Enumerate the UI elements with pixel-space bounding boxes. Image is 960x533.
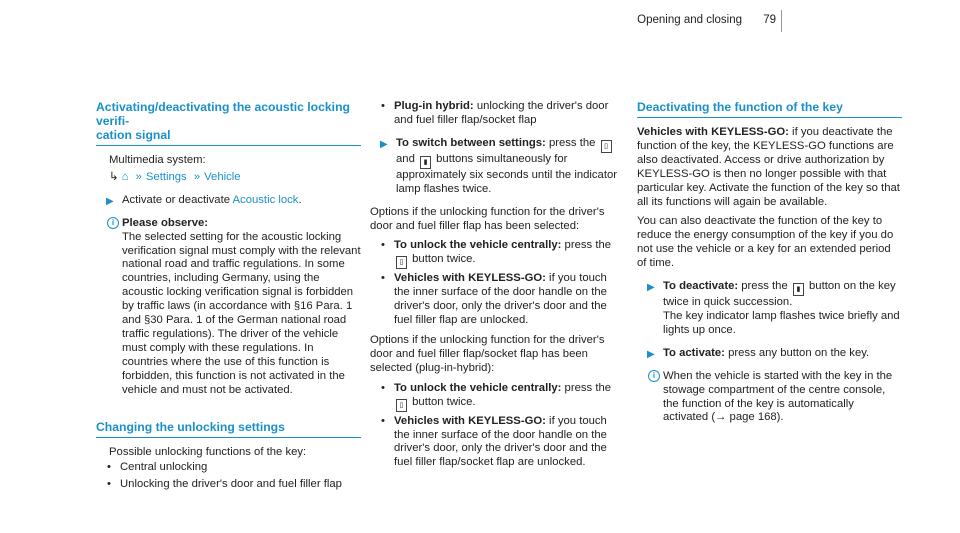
intro-text: Possible unlocking functions of the key: [109, 445, 307, 458]
list-item: • Vehicles with KEYLESS-GO: if you touch the inner surface of the door handle on the driver's door, only the driver's door and the fuel filler flap are unlocked. [370, 272, 625, 328]
options-list-hybrid [370, 382, 625, 471]
step-activate: ▶ To activate: press any button on the key. [647, 346, 870, 360]
column-left [96, 100, 361, 498]
step-arrow-icon: ▶ [647, 282, 655, 294]
menu-vehicle: Vehicle [204, 170, 241, 183]
lock-key-icon: ▮ [420, 156, 431, 169]
options-list [370, 239, 625, 328]
step-arrow-icon: ▶ [380, 138, 388, 150]
double-chevron-icon: » [135, 170, 142, 183]
note-auto-activate: i When the vehicle is started with the key in the stowage compartment of the centre console, the function of the key is automatically activated (→ page 168). [637, 370, 902, 426]
section-heading-acoustic-lock: Activating/deactivating the acoustic locking verifi- cation signal [96, 100, 361, 146]
return-arrow-icon: ↳ [109, 170, 119, 183]
unlocking-functions-list [96, 461, 361, 492]
options-paragraph-hybrid: Options if the unlocking function for the driver's door and fuel filler flap/socket flap has been selected (plug-in-hybrid): [370, 333, 605, 374]
list-item: • To unlock the vehicle centrally: press the ▯ button twice. [370, 239, 625, 269]
step-arrow-icon: ▶ [647, 348, 655, 360]
unlock-key-icon: ▯ [601, 140, 612, 153]
column-right [637, 100, 902, 429]
menu-settings: Settings [145, 170, 187, 183]
list-item: • Vehicles with KEYLESS-GO: if you touch the inner surface of the door handle on the driver's door, only the driver's door and the fuel filler flap/socket flap are unlocked. [370, 415, 625, 471]
energy-paragraph: You can also deactivate the function of the key to reduce the energy consumption of the key if you do not use the vehicle or a key for an extended period of time. [637, 215, 894, 270]
info-icon: i [107, 217, 119, 229]
page-number: 79 [763, 14, 776, 26]
options-paragraph: Options if the unlocking function for the driver's door and fuel filler flap has been selected: [370, 205, 605, 232]
multimedia-label: Multimedia system: [109, 154, 206, 166]
note-body: The selected setting for the acoustic locking verification signal must comply with the relevant national road and traffic regulations. In some countries, including Germany, using the acoustic locking verification signal is forbidden by traffic laws (in accordance with §16 Para. 1 and §30 Para. 1 of the German national road traffic regulations). The driver of the vehicle must comply with these regulations. In countries where the use of this function is forbidden, this function is not activated in the vehicle and must not be activated. [122, 230, 361, 396]
unlock-key-icon: ▯ [396, 399, 407, 412]
step-arrow-icon: ▶ [106, 195, 114, 207]
list-item: • Plug-in hybrid: unlocking the driver's door and fuel filler flap/socket flap [370, 100, 625, 128]
list-item: • Central unlocking [96, 461, 361, 475]
note-please-observe [96, 217, 361, 398]
hybrid-list [370, 100, 625, 128]
section-heading-unlocking-settings: Changing the unlocking settings [96, 420, 361, 438]
section-heading-deactivate-key: Deactivating the function of the key [637, 100, 902, 118]
header-divider [781, 10, 782, 32]
info-icon: i [648, 370, 660, 382]
note-title: Please observe: [122, 216, 209, 229]
column-middle [370, 100, 625, 476]
section-title: Opening and closing [637, 14, 742, 26]
home-icon: ⌂ [121, 170, 129, 183]
step-acoustic-lock: ▶ Activate or deactivate Acoustic lock. [106, 193, 302, 207]
menu-path [109, 171, 361, 185]
unlock-key-icon: ▯ [396, 256, 407, 269]
keyless-go-paragraph: Vehicles with KEYLESS-GO: if you deactivate the function of the key, the KEYLESS-GO functions are also deactivated. Access or drive authorization by KEYLESS-GO is then no longer possible with that particular key. Activate the function of the key so that all its functions will again be available. [637, 126, 900, 208]
lock-key-icon: ▮ [793, 283, 804, 296]
step-deactivate: ▶ To deactivate: press the ▮ button on the key twice in quick succession. The key indicator lamp flashes twice briefly and lights up once. [647, 280, 900, 336]
list-item: • To unlock the vehicle centrally: press the ▯ button twice. [370, 382, 625, 412]
page-header [637, 14, 776, 26]
list-item: • Unlocking the driver's door and fuel filler flap [96, 478, 361, 492]
acoustic-lock-option: Acoustic lock [232, 193, 299, 206]
step-switch-settings: ▶ To switch between settings: press the ▯ and ▮ buttons simultaneously for approximately six seconds until the indicator lamp flashes twice. [380, 136, 618, 195]
double-chevron-icon: » [193, 170, 201, 183]
